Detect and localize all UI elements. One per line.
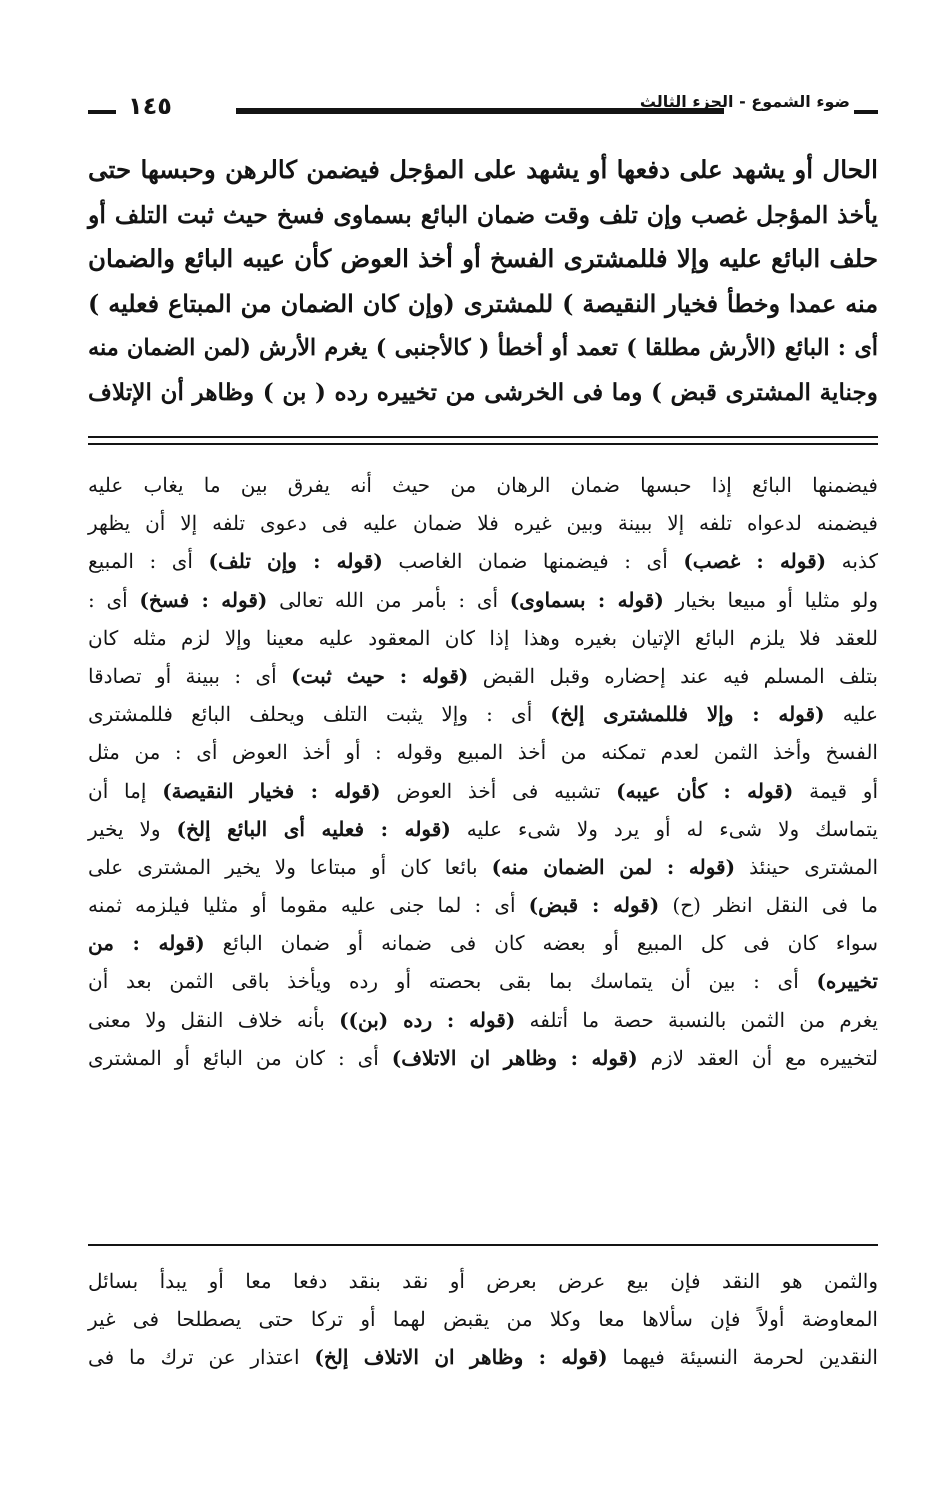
commentary-line (88, 962, 878, 1000)
footnote-rule (88, 1244, 878, 1246)
keyword-quote: (قوله : من (88, 931, 205, 956)
commentary-line (88, 1039, 878, 1077)
text-run: ولا يخير (88, 816, 177, 841)
keyword-quote: (قوله : حيث ثبت) (291, 663, 469, 688)
text-run: بتلف المسلم فيه عند إحضاره وقبل القبض (468, 663, 878, 688)
text-run: فيضمنه لدعواه تلفه إلا ببينة وبين غيره فلا ضمان عليه فى دعوى تلفه إلا أن يظهر (88, 511, 878, 536)
commentary-line (88, 619, 878, 657)
double-rule-bottom (88, 443, 878, 445)
keyword-quote: (قوله : فعليه أى البائع إلخ) (176, 816, 451, 841)
footnote (88, 1262, 878, 1376)
footnote-line (88, 1338, 878, 1376)
footnote-line (88, 1300, 878, 1338)
commentary-line (88, 1001, 878, 1039)
text-run: المعاوضة أولاً فإن سألاها معا وكلا من يقبض لهما أو تركا حتى يصطلحا فى غير (88, 1307, 878, 1331)
keyword-quote: (قوله : رده (بن)) (339, 1007, 516, 1032)
commentary-line (88, 542, 878, 580)
text-run: يتماسك ولا شىء له أو يرد ولا شىء عليه (450, 816, 878, 841)
commentary-line (88, 810, 878, 848)
text-run: الفسخ وأخذ الثمن لعدم تمكنه من أخذ المبيع وقوله : أو أخذ العوض أى : من مثل (88, 740, 878, 765)
commentary-line (88, 733, 878, 771)
text-run: المشترى حينئذ (735, 854, 878, 879)
main-line: حلف البائع عليه وإلا فللمشترى الفسخ أو أخذ العوض كأن عيبه البائع والضمان (88, 244, 878, 273)
keyword-quote: (قوله : غصب) (683, 549, 827, 574)
text-run: أى : ببينة أو تصادقا (88, 663, 292, 688)
text-run: بائعا كان أو مبتاعا ولا يخير المشترى على (88, 854, 492, 879)
commentary (88, 466, 878, 1077)
keyword-quote: (قوله : لمن الضمان منه) (491, 854, 736, 879)
text-run: أى : وإلا يثبت التلف ويحلف البائع فللمشترى (88, 702, 551, 727)
keyword-quote: (قوله : وظاهر ان الاتلاف إلخ) (314, 1345, 608, 1369)
main-line: يأخذ المؤجل غصب وإن تلف وقت ضمان البائع بسماوى فسخ حيث ثبت التلف أو (88, 200, 878, 229)
commentary-line (88, 581, 878, 619)
text-run: أى : بين أن يتماسك بما بقى بحصته أو رده ويأخذ باقى الثمن بعد أن (88, 969, 817, 994)
keyword-quote: (قوله : فسخ) (139, 587, 268, 612)
main-line: الحال أو يشهد على دفعها أو يشهد على المؤجل فيضمن كالرهن وحبسها حتى (88, 155, 878, 184)
text-run: إما أن (88, 778, 163, 803)
commentary-line (88, 695, 878, 733)
double-rule-top (88, 436, 878, 438)
main-line: وجناية المشترى قبض ) وما فى الخرشى من تخييره رده ( بن ) وظاهر أن الإتلاف (88, 378, 878, 406)
text-run: أى : فيضمنها ضمان الغاصب (382, 549, 684, 574)
commentary-line (88, 848, 878, 886)
text-run: أى : المبيع (88, 549, 209, 574)
keyword-quote: (قوله : كأن عيبه) (616, 778, 794, 803)
commentary-line (88, 657, 878, 695)
main-line: أى : البائع (الأرش مطلقا ) تعمد أو أخطأ ( كالأجنبى ) يغرم الأرش (لمن الضمان منه (88, 335, 878, 361)
running-header (88, 86, 878, 126)
text-run: أى : بأمر من الله تعالى (267, 587, 510, 612)
text-run: أى : (88, 587, 140, 612)
text-run: يغرم من الثمن بالنسبة حصة ما أتلفه (515, 1007, 878, 1032)
text-run: النقدين لحرمة النسيئة فيهما (607, 1345, 878, 1369)
keyword-quote: (قوله : بسماوى) (509, 587, 664, 612)
text-run: ولو مثليا أو مبيعا بخيار (663, 587, 878, 612)
keyword-quote: (قوله : قبض) (528, 893, 660, 918)
page-number: ١٤٥ (128, 92, 172, 120)
text-run: اعتذار عن ترك ما فى (88, 1345, 315, 1369)
main-line: منه عمدا وخطأ فخيار النقيصة ) للمشترى (وإن كان الضمان من المبتاع فعليه ) (88, 289, 878, 318)
commentary-line (88, 466, 878, 504)
commentary-line (88, 924, 878, 962)
commentary-line (88, 504, 878, 542)
header-rule-right (854, 110, 878, 114)
text-run: أى : كان من البائع أو المشترى (88, 1045, 392, 1070)
text-run: والثمن هو النقد فإن بيع عرض بعرض أو نقد بنقد دفعا معا أو يبدأ بسائل (88, 1269, 879, 1293)
keyword-quote: (قوله : وإلا فللمشترى إلخ) (550, 702, 825, 727)
text-run: لتخييره مع أن العقد لازم (637, 1045, 878, 1070)
footnote-line (88, 1262, 878, 1300)
commentary-line (88, 886, 878, 924)
text-run: للعقد فلا يلزم البائع الإتيان بغيره وهذا إذا كان المعقود عليه معينا وإلا لزم مثله كان (88, 625, 878, 650)
text-run: بأنه خلاف النقل ولا معنى (88, 1007, 340, 1032)
text-run: ما فى النقل انظر (ح) (659, 893, 878, 918)
text-run: تشبيه فى أخذ العوض (380, 778, 617, 803)
text-run: أو قيمة (793, 778, 879, 803)
header-rule-left (88, 110, 116, 114)
text-run: فيضمنها البائع إذا حبسها ضمان الرهان من حيث أنه يفرق بين ما يغاب عليه (88, 473, 878, 497)
keyword-quote: (قوله : فخيار النقيصة) (162, 778, 381, 803)
commentary-line (88, 772, 878, 810)
keyword-quote: (قوله : وإن تلف) (208, 549, 383, 574)
text-run: سواء كان فى كل المبيع أو بعضه كان فى ضمانه أو ضمان البائع (204, 931, 878, 956)
keyword-quote: (قوله : وظاهر ان الاتلاف) (391, 1045, 638, 1070)
main-text (88, 148, 878, 415)
text-run: عليه (824, 702, 879, 727)
text-run: أى : لما جنى عليه مقوما أو مثليا فيلزمه ثمنه (88, 893, 529, 918)
text-run: كذبه (826, 549, 878, 574)
running-title: ضوء الشموع - الجزء الثالث (639, 92, 850, 111)
keyword-quote: تخييره) (816, 969, 878, 994)
